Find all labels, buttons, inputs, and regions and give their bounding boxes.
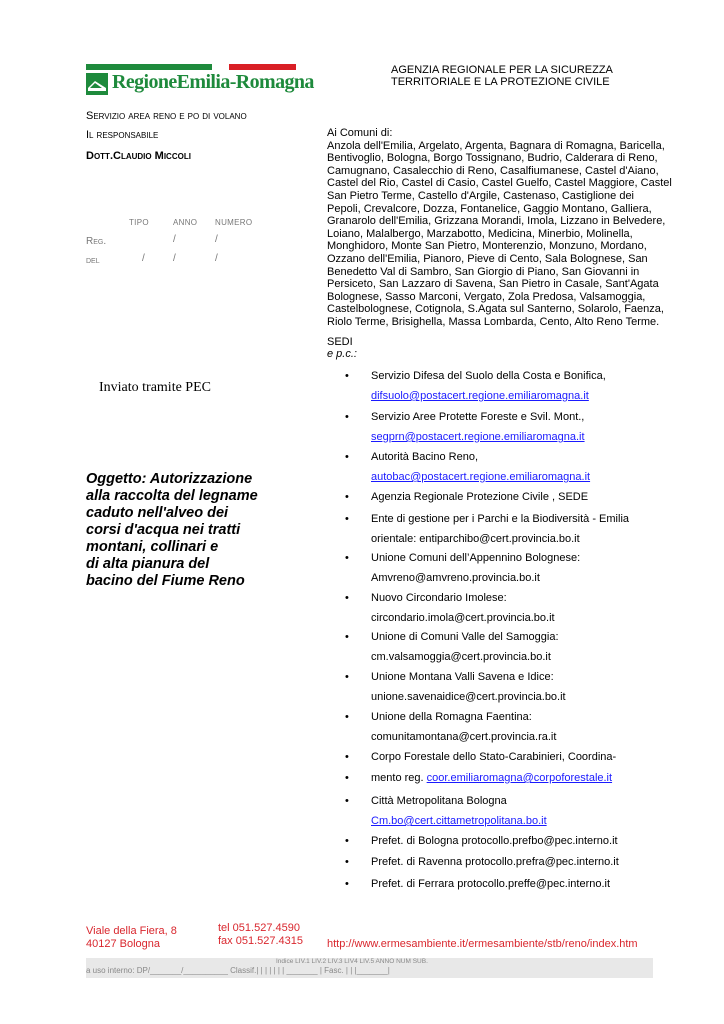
bullet-icon: • [345, 711, 349, 723]
municipalities-line: Pepoli, Crevalcore, Dozza, Fontanelice, Gaggio Montano, Galliera, [327, 202, 652, 215]
bullet-icon: • [345, 835, 349, 847]
logo-wordmark: RegioneEmilia-Romagna [112, 71, 314, 93]
bullet-icon: • [345, 772, 349, 784]
logo-stripe [86, 64, 296, 70]
responsible-name: Dott.Claudio Miccoli [86, 150, 191, 162]
protocol-col-anno: ANNO [173, 218, 198, 227]
recipient-name: Unione Montana Valli Savena e Idice: [371, 671, 554, 683]
bullet-icon: • [345, 592, 349, 604]
municipalities-line: Benedetto Val di Sambro, San Giorgio di Piano, San Giovanni in [327, 265, 640, 278]
recipient-email: cm.valsamoggia@cert.provincia.bo.it [371, 651, 551, 663]
protocol-slash: / [215, 253, 218, 264]
pec-note: Inviato tramite PEC [99, 380, 211, 395]
footer-fax: fax 051.527.4315 [218, 935, 304, 947]
municipalities-line: Castelbolognese, Cotignola, S.Agata sul Santerno, Solarolo, Faenza, [327, 303, 664, 316]
subject-line: caduto nell'alveo dei [86, 505, 229, 521]
recipient-name: Città Metropolitana Bologna [371, 795, 507, 807]
recipient-name: Nuovo Circondario Imolese: [371, 592, 507, 604]
protocol-slash: / [215, 234, 218, 245]
internal-use-headers: Indice LIV.1 LIV.2 LIV.3 LIV4 LIV.5 ANNO NUM SUB. [276, 958, 428, 965]
recipient-name: Servizio Aree Protette Foreste e Svil. Mont., [371, 411, 585, 423]
footer-address [86, 925, 177, 951]
recipient-email-link[interactable]: coor.emiliaromagna@corpoforestale.it [426, 772, 613, 784]
municipalities-line: Bolognese, Sasso Marconi, Vergato, Zola Predosa, Valsamoggia, [327, 290, 646, 303]
recipient-email: comunitamontana@cert.provincia.ra.it [371, 731, 557, 743]
sedi-label: SEDI [327, 336, 353, 348]
responsible-label: Il responsabile [86, 129, 159, 141]
agency-line-1: AGENZIA REGIONALE PER LA SICUREZZA [391, 64, 613, 76]
subject-line: alla raccolta del legname [86, 488, 258, 504]
recipient-email: orientale: entiparchibo@cert.provincia.bo.it [371, 533, 580, 545]
recipient-name: Agenzia Regionale Protezione Civile , SEDE [371, 491, 589, 503]
recipient-email: Amvreno@amvreno.provincia.bo.it [371, 572, 540, 584]
recipient-email: unione.savenaidice@cert.provincia.bo.it [371, 691, 566, 703]
protocol-reg-label: Reg. [86, 236, 107, 247]
address-line-2: 40127 Bologna [86, 938, 161, 950]
bullet-icon: • [345, 411, 349, 423]
municipalities-line: Castel del Rio, Castel di Casio, Castel Guelfo, Castel Maggiore, Castel [327, 177, 672, 190]
recipient-email-link[interactable]: Cm.bo@cert.cittametropolitana.bo.it [371, 815, 547, 827]
bullet-icon: • [345, 795, 349, 807]
subject-line: di alta pianura del [86, 556, 210, 572]
recipient-text: mento reg. [371, 772, 427, 784]
agency-line-2: TERRITORIALE E LA PROTEZIONE CIVILE [391, 76, 610, 88]
subject-line: corsi d'acqua nei tratti [86, 522, 241, 538]
bullet-icon: • [345, 751, 349, 763]
municipalities-line: Ozzano dell'Emilia, Pianoro, Pieve di Cento, Sala Bolognese, San [327, 252, 648, 265]
protocol-slash: / [173, 234, 176, 245]
bullet-icon: • [345, 491, 349, 503]
recipient-email-link[interactable]: autobac@postacert.regione.emiliaromagna.it [371, 471, 591, 483]
footer-contacts [218, 922, 303, 948]
subject-line: Oggetto: Autorizzazione [86, 471, 253, 487]
recipient-email-link[interactable]: segprn@postacert.regione.emiliaromagna.it [371, 431, 585, 443]
protocol-col-numero: NUMERO [215, 218, 253, 227]
municipalities-line: Granarolo dell'Emilia, Grizzana Morandi, Imola, Lizzano in Belvedere, [327, 215, 666, 228]
recipient-name: Prefet. di Ravenna protocollo.prefra@pec.interno.it [371, 856, 619, 868]
bullet-icon: • [345, 451, 349, 463]
municipalities-line: Persiceto, San Lazzaro di Savena, San Pietro in Casale, Sant'Agata [327, 278, 659, 291]
recipient-name: Corpo Forestale dello Stato-Carabinieri, Coordina- [371, 751, 617, 763]
recipients-municipalities [327, 127, 677, 329]
municipalities-line: Riolo Terme, Brisighella, Massa Lombarda, Cento, Alto Reno Terme. [327, 315, 660, 328]
protocol-slash: / [173, 253, 176, 264]
recipient-name: Prefet. di Ferrara protocollo.preffe@pec.interno.it [371, 878, 611, 890]
recipient-name: Servizio Difesa del Suolo della Costa e Bonifica, [371, 370, 606, 382]
municipalities-line: Bentivoglio, Bologna, Borgo Tossignano, Budrio, Calderara di Reno, [327, 152, 658, 165]
municipalities-line: Ai Comuni di: [327, 127, 393, 139]
bullet-icon: • [345, 552, 349, 564]
municipalities-line: Camugnano, Casalecchio di Reno, Casalfiumanese, Castel d'Aiano, [327, 164, 659, 177]
agency-heading [391, 64, 613, 88]
recipient-name: Unione Comuni dell’Appennino Bolognese: [371, 552, 581, 564]
municipalities-line: Anzola dell'Emilia, Argelato, Argenta, Bagnara di Romagna, Baricella, [327, 139, 665, 152]
subject-line: montani, collinari e [86, 539, 219, 555]
recipient-name: Unione della Romagna Faentina: [371, 711, 532, 723]
municipalities-line: San Pietro Terme, Castello d'Argile, Castenaso, Castiglione dei [327, 189, 635, 202]
bullet-icon: • [345, 671, 349, 683]
footer-url-link[interactable]: http://www.ermesambiente.it/ermesambiente/stb/reno/index.htm [327, 938, 638, 950]
footer-tel: tel 051.527.4590 [218, 922, 300, 934]
recipient-name: Unione di Comuni Valle del Samoggia: [371, 631, 559, 643]
protocol-del-label: del [86, 255, 100, 266]
internal-use-bar [86, 958, 653, 978]
protocol-slash: / [142, 253, 145, 264]
recipient-name: Autorità Bacino Reno, [371, 451, 479, 463]
recipient-email-link[interactable]: difsuolo@postacert.regione.emiliaromagna.it [371, 390, 589, 402]
sedi-block [327, 336, 357, 360]
bullet-icon: • [345, 878, 349, 890]
municipalities-line: Monghidoro, Monte San Pietro, Monterenzio, Monzuno, Mordano, [327, 240, 647, 253]
municipalities-line: Loiano, Malalbergo, Marzabotto, Medicina, Minerbio, Molinella, [327, 227, 633, 240]
recipient-name [371, 772, 612, 784]
protocol-col-tipo: TIPO [129, 218, 149, 227]
recipient-email: circondario.imola@cert.provincia.bo.it [371, 612, 555, 624]
bullet-icon: • [345, 513, 349, 525]
subject-block [86, 471, 286, 590]
bullet-icon: • [345, 856, 349, 868]
region-logo [86, 64, 314, 98]
region-emblem-icon [86, 73, 108, 95]
internal-use-fields: a uso interno: DP/_______/__________ Classif.| | | | | | | _______ | Fasc. | | |_______| [86, 966, 390, 975]
bullet-icon: • [345, 631, 349, 643]
epc-label: e p.c.: [327, 348, 357, 360]
recipient-name: Prefet. di Bologna protocollo.prefbo@pec.interno.it [371, 835, 618, 847]
service-name: Servizio area reno e po di volano [86, 110, 247, 122]
subject-line: bacino del Fiume Reno [86, 573, 245, 589]
bullet-icon: • [345, 370, 349, 382]
recipient-name: Ente di gestione per i Parchi e la Biodiversità - Emilia [371, 513, 630, 525]
address-line-1: Viale della Fiera, 8 [86, 925, 177, 937]
